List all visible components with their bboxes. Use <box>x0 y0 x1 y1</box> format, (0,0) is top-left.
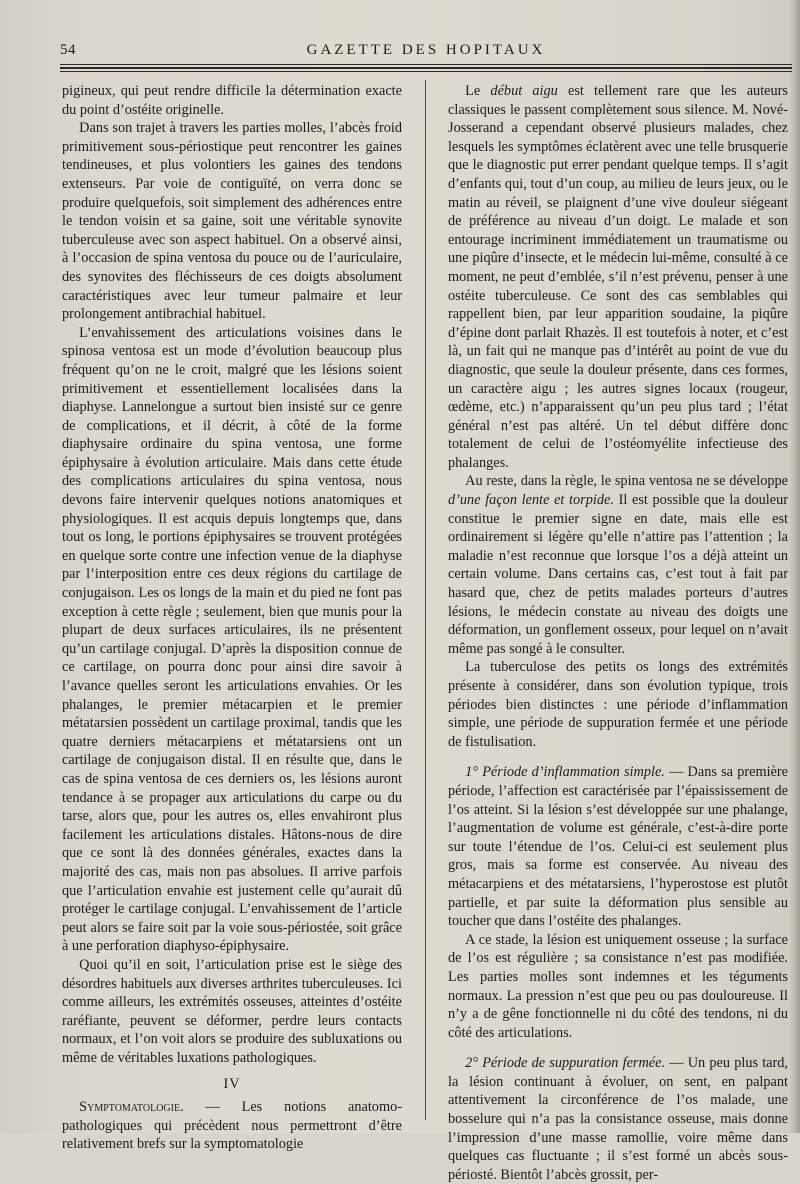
paragraph: Dans son trajet à travers les parties molles, l’abcès froid primitivement sous-périostique peut rencontrer les gaines tendineuses, et plus volontiers les gaines des tendons extenseurs. Par voie de contiguïté, on verra donc se produire quelquefois, soit simplement des adhérences entre le tendon voisin et sa gaine, soit une véritable synovite tuberculeuse avec son aspect habituel. On a observé ainsi, à l’occasion de spina ventosa du pouce ou de l’auriculaire, des synovites des fléchisseurs de ces doigts absolument caractéristiques avec leur tumeur palmaire et leur prolongement antibrachial habituel. <box>62 120 402 323</box>
paragraph <box>448 82 788 472</box>
section-numeral: IV <box>223 1076 241 1093</box>
paragraph-text: est tellement rare que les auteurs classiques le passent complètement sous silence. M. Nové-Josserand a cependant observé plusieurs malades, chez lesquels les symptômes éclatèrent avec une telle brusquerie que le diagnostic put errer pendant quelque temps. Il s’agit d’enfants qui, tout d’un coup, au milieu de leurs jeux, ou le matin au réveil, se plaignent d’une vive douleur siégeant de préférence au niveau d’un doigt. Le malade et son entourage incriminent immédiatement un traumatisme ou une piqûre d’insecte, et le médecin lui-même, consulté à ce moment, ne peut d’emblée, s’il n’est prévenu, penser à une ostéite tuberculeuse. Ce sont des cas semblables qui rappellent bien, par leur apparition soudaine, la piqûre d’épine dont parlait Rhazès. Il est toutefois à noter, et c’est là, un fait qui ne manque pas d’intérêt au point de vue du diagnostic, que seule la douleur présente, dans ces formes, un caractère aigu ; les autres signes locaux (rougeur, œdème, etc.) n’apparaissent qu’un peu plus tard ; l’état général n’est pas altéré. Un tel début diffère donc totalement de celui de l’ostéomyélite infectieuse des phalanges. <box>448 83 788 471</box>
emphasis: d’une façon lente et torpide. <box>448 492 614 509</box>
header-rule-top <box>60 64 792 65</box>
paragraph-text: Il est possible que la douleur constitue le premier signe en date, mais elle est ordinairement si légère qu’elle n’attire pas l’attention ; la maladie n’est reconnue que lorsque l’os a déjà atteint un certain volume. Dans certains cas, c’est tout à fait par hasard que, chez de petits malades porteurs d’autres lésions, le médecin constate au niveau des doigts une déformation, un gonflement osseux, pour lequel on n’avait même pas songé à le consulter. <box>448 492 788 657</box>
paragraph: La tuberculose des petits os longs des extrémités présente à considérer, dans son évolution typique, trois périodes bien distinctes : une période d’inflammation simple, une période de suppuration fermée et une période de fistulisation. <box>448 659 788 750</box>
right-column <box>448 82 788 1184</box>
paragraph: Quoi qu’il en soit, l’articulation prise est le siège des désordres habituels aux diverses arthrites tuberculeuses. Ici comme ailleurs, les extrémités osseuses, atteintes d’ostéite raréfiante, peuvent se déformer, perdre leurs contacts normaux, et l’on voit alors se produire des subluxations ou même de véritables luxations pathologiques. <box>62 956 402 1066</box>
running-title: GAZETTE DES HOPITAUX <box>306 42 546 58</box>
paragraph <box>448 1054 788 1184</box>
emphasis: 1° Période d’inflammation simple. <box>465 764 665 781</box>
paragraph-text: — Dans sa première période, l’affection est caractérisée par l’épaississement de l’os atteint. Si la lésion s’est développée sur une phalange, l’augmentation de volume est générale, c’est-à-dire porte sur toute l’étendue de l’os. Celui-ci est seulement plus gros, mais sa forme est conservée. Au niveau des métacarpiens et des métatarsiens, l’hyperostose est plutôt partielle, et par suite la déformation plus sensible au toucher que dans l’ostéite des phalanges. <box>448 764 788 930</box>
page-number: 54 <box>60 42 76 58</box>
emphasis: 2° Période de suppuration fermée. <box>465 1055 666 1072</box>
paragraph-text: Au reste, dans la règle, le spina ventosa ne se développe <box>465 473 788 490</box>
paragraph-text: Le <box>465 83 491 99</box>
column-divider <box>425 80 426 1120</box>
paragraph-text: — Les notions anatomo-pathologiques qui précèdent nous permettront d’être relativement brefs sur la symptomatologie <box>62 1099 402 1153</box>
left-column <box>62 82 402 1154</box>
paragraph: A ce stade, la lésion est uniquement osseuse ; la surface de l’os est régulière ; sa consistance n’est pas modifiée. Les parties molles sont indemnes et les téguments normaux. La pression n’est que peu ou pas douloureuse. Il n’y a de gêne fonctionnelle ni du côté des tendons, ni du côté des articulations. <box>448 931 788 1041</box>
header-rule-bottom <box>60 71 792 72</box>
header-rule-middle <box>60 67 792 69</box>
page-header <box>60 36 792 66</box>
emphasis: début aigu <box>490 83 558 99</box>
paragraph-text: — Un peu plus tard, la lésion continuant à évoluer, on sent, en palpant attentivement la circonférence de l’os malade, une bosselure qui n’a pas la consistance osseuse, mais donne l’impression d’une masse ramollie, voire même dans quelques cas fluctuante ; il s’est formé un abcès sous-périosté. Bientôt l’abcès grossit, per- <box>448 1055 789 1183</box>
paragraph <box>448 763 788 930</box>
paragraph: L’envahissement des articulations voisines dans le spinosa ventosa est un mode d’évolution beaucoup plus fréquent qu’on ne le croit, malgré que les lésions soient primitivement et essentiellement localisées dans la diaphyse. Lannelongue a surtout bien insisté sur ce genre de complications, et il décrit, à côté de la forme diaphysaire ordinaire du spina ventosa, une forme épiphysaire à évolution articulaire. Mais dans cette étude des complications articulaires du spina ventosa, nous devons faire intervenir quelques notions anatomiques et physiologiques. Il est acquis depuis longtemps que, dans tout os long, le portions épiphysaires se trouvent protégées en quelque sorte contre une infection venue de la diaphyse par l’interposition entre ces deux régions du cartilage de conjugaison. Les os longs de la main et du pied ne font pas exception à cette règle ; seulement, bien que munis pour la plupart de deux surfaces articulaires, ils ne présentent qu’un cartilage conjugal. D’après la disposition connue de ce cartilage, on pourra donc pour ainsi dire savoir à l’avance quelles seront les articulations envahies. Or les phalanges, le premier métacarpien et le premier métatarsien possèdent un cartilage proximal, tandis que les quatre derniers métacarpiens et métatarsiens ont un cartilage de conjugaison distal. Il en résulte que, dans le cas de spina ventosa de ces derniers os, les lésions auront tendance à se propager aux articulations du carpe ou du tarse, alors que, pour les autres os, elles envahiront plus facilement les articulations distales. Hâtons-nous de dire que ce sont là des données générales, exactes dans la majorité des cas, mais non pas absolues. Il arrive parfois que l’articulation envahie est justement celle qu’aurait dû protéger le cartilage conjugal. L’envahissement de l’article peut alors se faire soit par la voie sous-périostée, soit grâce à une perforation diaphyso-épiphysaire. <box>62 324 402 955</box>
section-label: Symptomatologie. <box>79 1099 184 1116</box>
page-edge-shadow <box>788 0 800 1133</box>
paragraph <box>62 1098 402 1154</box>
paragraph <box>448 472 788 658</box>
paragraph: pigineux, qui peut rendre difficile la détermination exacte du point d’ostéite originelle. <box>62 83 402 118</box>
